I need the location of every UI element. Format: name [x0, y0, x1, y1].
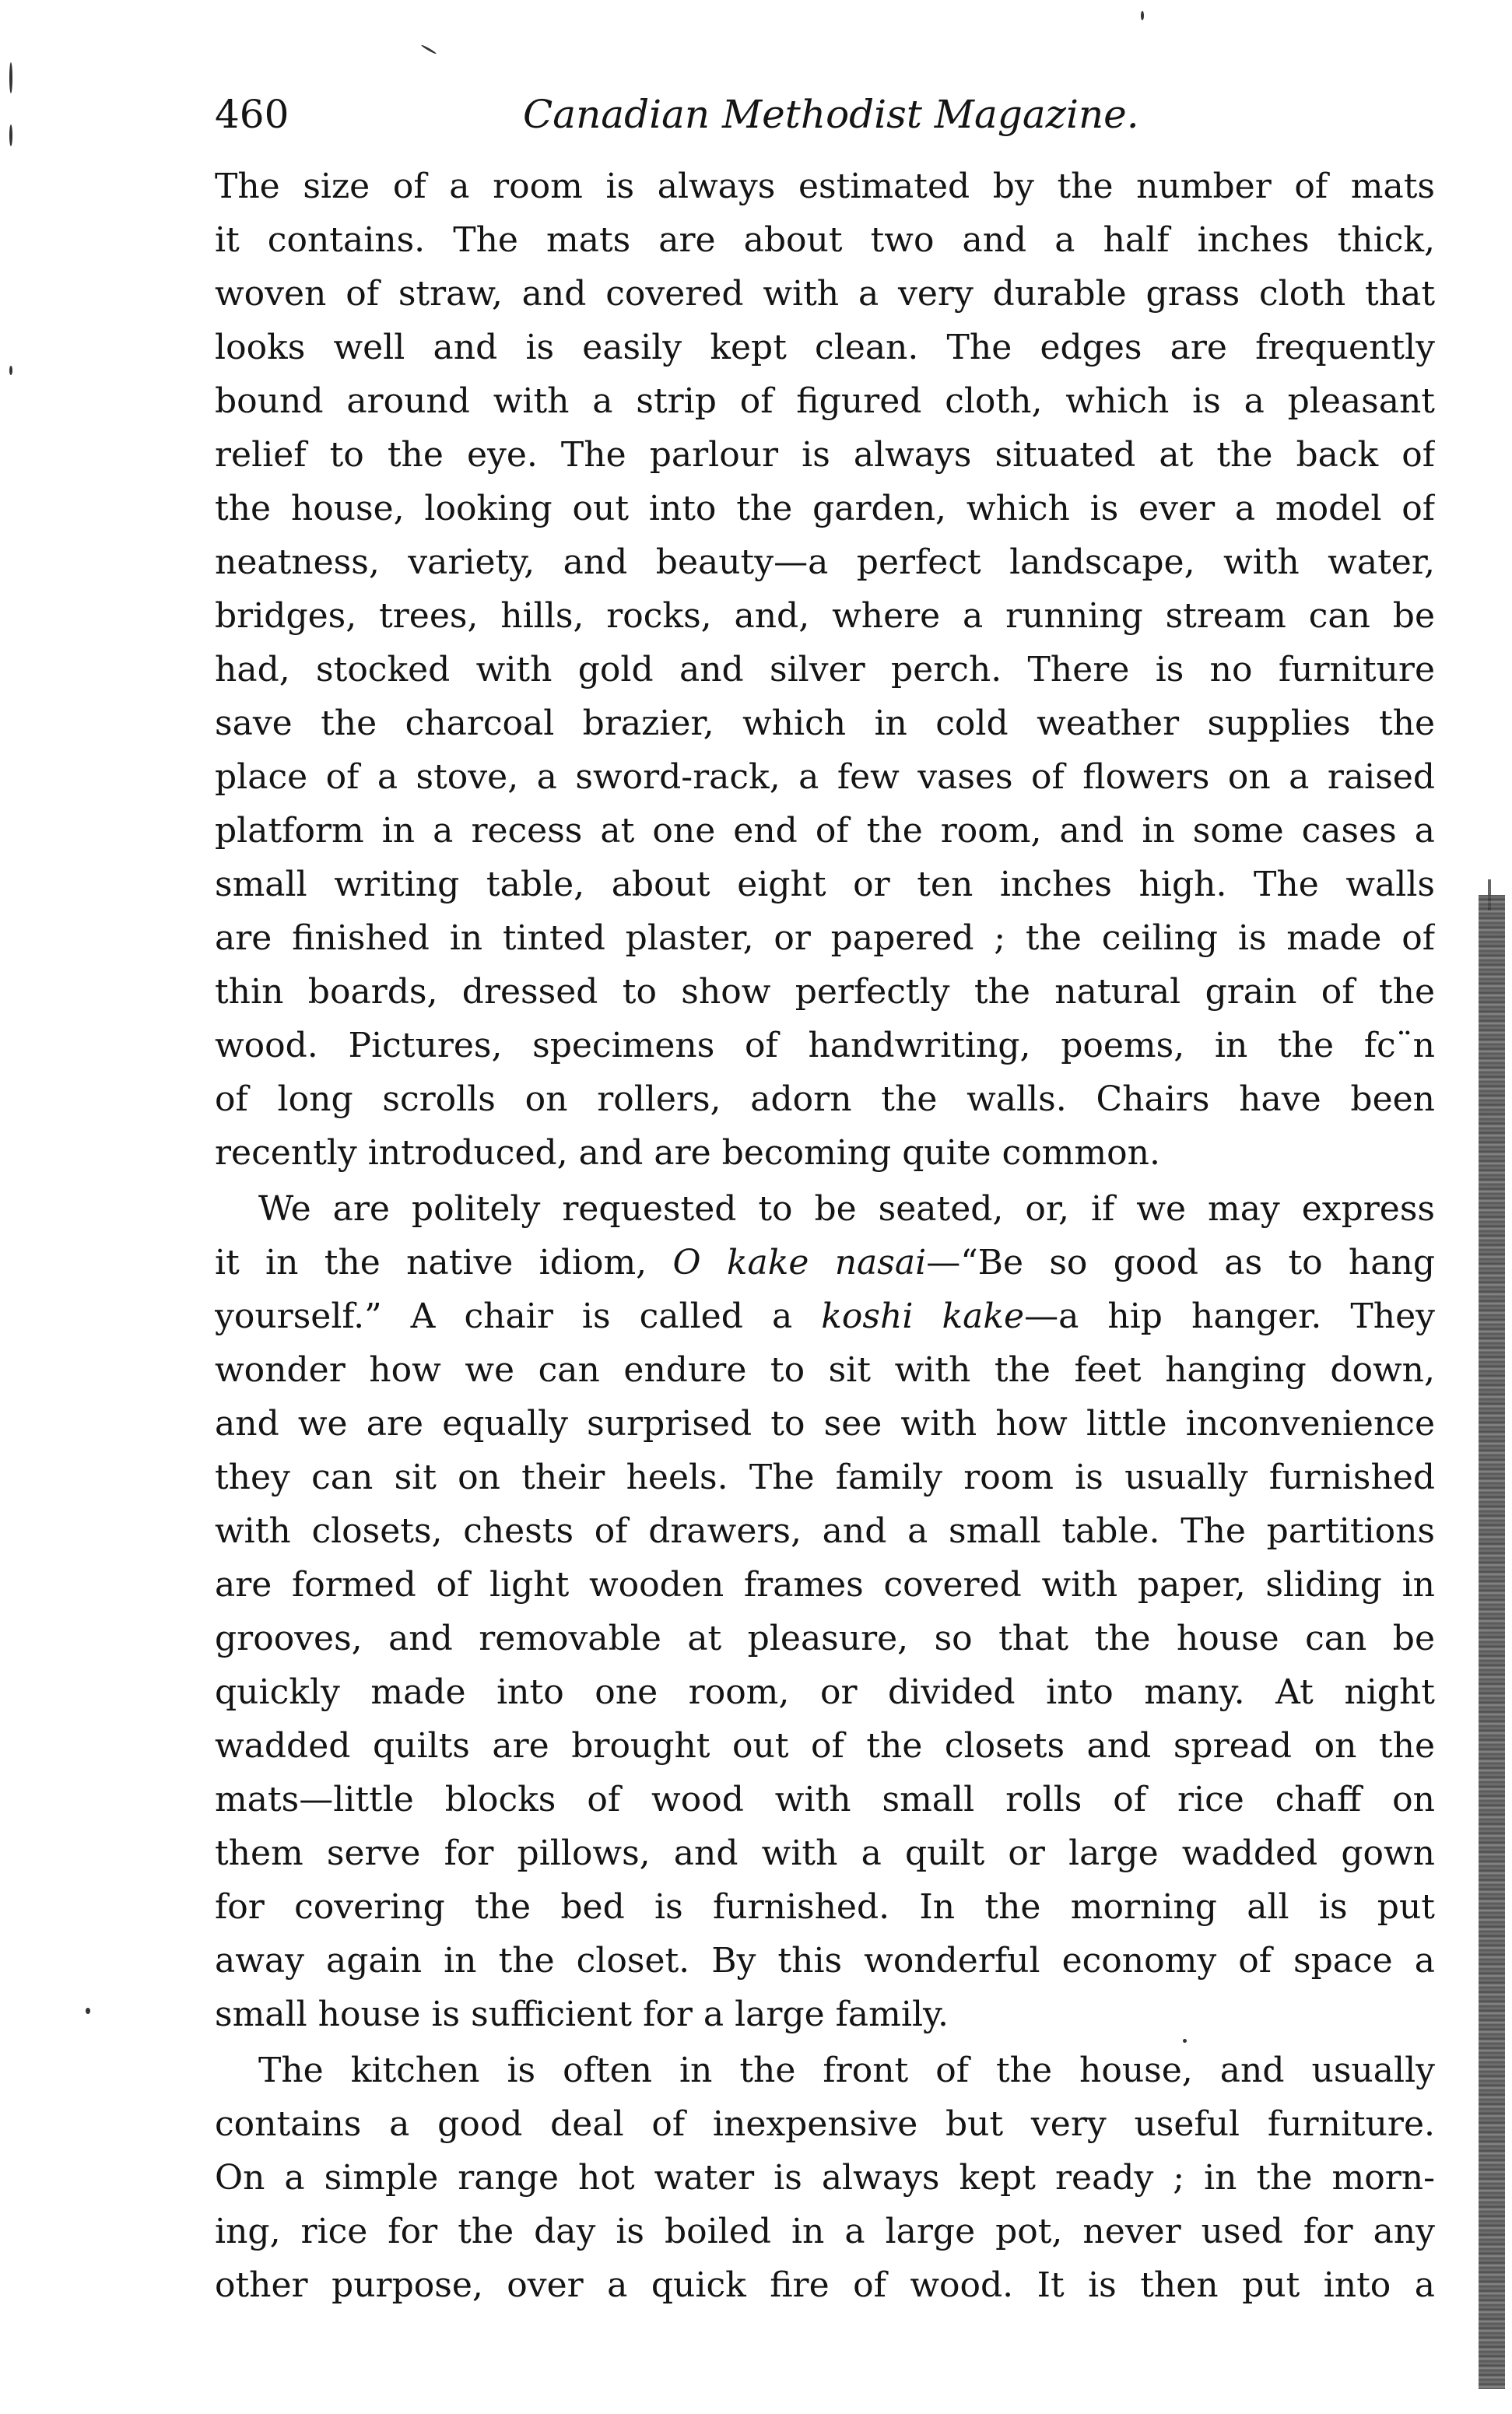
- text-line: On a simple range hot water is always kept ready ; in the morn-: [215, 2158, 1435, 2198]
- running-header: [215, 87, 1444, 142]
- text-line: had, stocked with gold and silver perch. There is no furniture: [215, 650, 1435, 689]
- text-line: thin boards, dressed to show perfectly the natural grain of the: [215, 972, 1435, 1012]
- text-line: save the charcoal brazier, which in cold weather supplies the: [215, 703, 1435, 743]
- text-line: they can sit on their heels. The family room is usually furnished: [215, 1458, 1435, 1497]
- text-line: and we are equally surprised to see with how little inconvenience: [215, 1404, 1435, 1444]
- text-line: The kitchen is often in the front of the house, and usually: [258, 2051, 1435, 2090]
- text-line: relief to the eye. The parlour is always situated at the back of: [215, 435, 1435, 475]
- text-line: small writing table, about eight or ten inches high. The walls: [215, 865, 1435, 904]
- paragraph-2: [215, 1182, 1435, 2041]
- text-line: contains a good deal of inexpensive but very useful furniture.: [215, 2104, 1435, 2144]
- page-number: 460: [215, 92, 289, 137]
- scan-speck: [86, 2008, 90, 2014]
- text-line: them serve for pillows, and with a quilt or large wadded gown: [215, 1833, 1435, 1873]
- scan-speck: [9, 125, 12, 146]
- japanese-phrase: koshi kake: [821, 1296, 1025, 1336]
- text-line: small house is sufficient for a large family.: [215, 1995, 949, 2034]
- scan-binding-shadow: [1479, 895, 1505, 2389]
- text-line: are finished in tinted plaster, or papered ; the ceiling is made of: [215, 918, 1435, 958]
- text-line: it contains. The mats are about two and a half inches thick,: [215, 220, 1435, 260]
- scan-speck: [9, 62, 12, 93]
- text-line: bridges, trees, hills, rocks, and, where a running stream can be: [215, 596, 1435, 636]
- scan-speck: [9, 366, 12, 375]
- body-text: [215, 160, 1435, 2312]
- text-line: quickly made into one room, or divided into many. At night: [215, 1672, 1435, 1712]
- running-title: Canadian Methodist Magazine.: [523, 92, 1139, 137]
- text-line: away again in the closet. By this wonderful economy of space a: [215, 1941, 1435, 1981]
- text-line: The size of a room is always estimated by the number of mats: [215, 167, 1435, 206]
- scan-speck: [1183, 2039, 1187, 2043]
- text-line: place of a stove, a sword-rack, a few vases of flowers on a raised: [215, 757, 1435, 797]
- text-line: grooves, and removable at pleasure, so that the house can be: [215, 1619, 1435, 1658]
- text-line: yourself.” A chair is called a koshi kake—a hip hanger. They: [215, 1296, 1435, 1336]
- scan-speck: [421, 44, 437, 55]
- text-line: platform in a recess at one end of the room, and in some cases a: [215, 811, 1435, 851]
- text-line: mats—little blocks of wood with small rolls of rice chaff on: [215, 1780, 1435, 1819]
- paragraph-3: [215, 2044, 1435, 2312]
- text-line: with closets, chests of drawers, and a small table. The partitions: [215, 1511, 1435, 1551]
- text-line: bound around with a strip of figured cloth, which is a pleasant: [215, 381, 1435, 421]
- text-line: wood. Pictures, specimens of handwriting, poems, in the fc¨n: [215, 1026, 1435, 1065]
- japanese-phrase: O kake nasai: [672, 1243, 927, 1282]
- scan-speck: [1141, 11, 1144, 20]
- text-line: ing, rice for the day is boiled in a large pot, never used for any: [215, 2212, 1435, 2251]
- text-line: neatness, variety, and beauty—a perfect landscape, with water,: [215, 542, 1435, 582]
- text-line: woven of straw, and covered with a very durable grass cloth that: [215, 274, 1435, 314]
- text-line: it in the native idiom, O kake nasai—“Be so good as to hang: [215, 1243, 1435, 1282]
- text-line: recently introduced, and are becoming quite common.: [215, 1133, 1160, 1173]
- text-line: other purpose, over a quick fire of wood. It is then put into a: [215, 2265, 1435, 2305]
- text-line: looks well and is easily kept clean. The edges are frequently: [215, 328, 1435, 367]
- text-line: the house, looking out into the garden, which is ever a model of: [215, 489, 1435, 528]
- paragraph-1: [215, 160, 1435, 1180]
- text-line: We are politely requested to be seated, or, if we may express: [258, 1189, 1435, 1229]
- text-line: wadded quilts are brought out of the closets and spread on the: [215, 1726, 1435, 1766]
- text-line: for covering the bed is furnished. In the morning all is put: [215, 1887, 1435, 1927]
- text-line: are formed of light wooden frames covered with paper, sliding in: [215, 1565, 1435, 1605]
- text-line: of long scrolls on rollers, adorn the walls. Chairs have been: [215, 1079, 1435, 1119]
- text-line: wonder how we can endure to sit with the feet hanging down,: [215, 1350, 1435, 1390]
